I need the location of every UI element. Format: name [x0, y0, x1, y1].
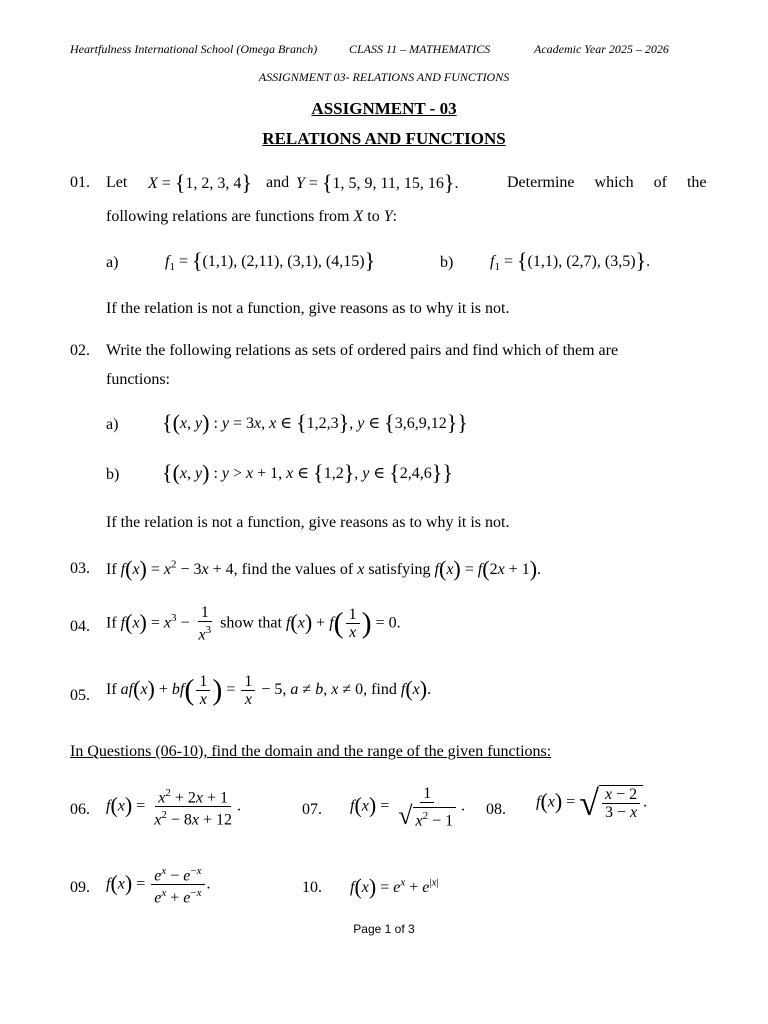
header-class: CLASS 11 – MATHEMATICS [349, 42, 491, 56]
q03-text: If $f(x) = x^2 - 3x + 4$, find the values of x satisfying f(x) = f(2x + 1). [106, 556, 542, 581]
q01-a-label: a) [106, 254, 119, 271]
q01-b-expr: $f_1 = \{(1,1)$, (2,7), (3,5)}. [490, 248, 651, 274]
section-heading: In Questions (06-10), find the domain and the range of the given functions: [70, 743, 552, 760]
q01-b-label: b) [440, 254, 454, 271]
question-number: 03. [70, 560, 90, 577]
q02-line1: Write the following relations as sets of ordered pairs and find which of them are [106, 342, 619, 359]
q01-line2: following relations are functions from X to Y: [106, 208, 398, 225]
q02-b-label: b) [106, 466, 120, 483]
question-number: 02. [70, 342, 90, 359]
q06-text: f(x) = $\frac{x^2 + 2x + 1}{x^2 - 8x + 12}$ . [106, 787, 242, 829]
q05-text: If af(x) + bf( $\frac{1}{x}$ ) = $\frac{1}{x}$ − 5, a ≠ b, x ≠ 0, find f(x). [106, 673, 432, 708]
question-number: 08. [486, 801, 506, 818]
q01-set-x: X = {1, 2, 3, 4} [148, 170, 252, 195]
page-number: Page 1 of 3 [353, 922, 415, 936]
q02-b-expr: {(x, y) : y > x + 1, x ∈ {1,2}, y ∈ {2,4,6}} [162, 460, 453, 485]
question-number: 01. [70, 174, 90, 191]
q01-and: and [266, 174, 290, 191]
q01-set-y: Y = {1, 5, 9, 11, 15, 16}. [296, 170, 459, 195]
header-year: Academic Year 2025 – 2026 [534, 42, 669, 56]
assignment-title: ASSIGNMENT - 03 [311, 99, 457, 118]
q10-text: $f(x) = e^x + e^{|x|}$ [350, 874, 439, 899]
q01-a-expr: $f_1 = \{(1,1)$, (2,11), (3,1), (4,15)} [165, 248, 376, 274]
q07-text: f(x) = 1 √ $x^2 - 1$ . [350, 785, 466, 830]
question-number: 06. [70, 801, 90, 818]
topic-title: RELATIONS AND FUNCTIONS [262, 129, 506, 148]
q01-note: If the relation is not a function, give reasons as to why it is not. [106, 300, 510, 317]
question-number: 05. [70, 687, 90, 704]
q02-a-label: a) [106, 416, 119, 433]
q02-note: If the relation is not a function, give reasons as to why it is not. [106, 514, 510, 531]
q01-let: Let [106, 174, 128, 191]
q09-text: f(x) = $\frac{e^x - e^{-x}}{e^x + e^{-x}}$ . [106, 865, 211, 907]
question-number: 04. [70, 618, 90, 635]
q02-line2: functions: [106, 371, 170, 388]
header-school: Heartfulness International School (Omega Branch) [70, 42, 318, 56]
q08-text: f(x) = √ $\frac{x - 2}{3 - x}$ . [536, 783, 648, 823]
q04-text: If $f(x) = x^3$ − $\frac{1}{x^3}$ show that f(x) + f( $\frac{1}{x}$ ) = 0. [106, 604, 401, 644]
question-number: 09. [70, 879, 90, 896]
q01-determine: Determine which of the [507, 174, 707, 191]
question-number: 07. [302, 801, 322, 818]
q02-a-expr: {(x, y) : y = 3x, x ∈ {1,2,3}, y ∈ {3,6,9,12}} [162, 410, 468, 435]
question-number: 10. [302, 879, 322, 896]
header-subtitle: ASSIGNMENT 03- RELATIONS AND FUNCTIONS [258, 70, 510, 84]
